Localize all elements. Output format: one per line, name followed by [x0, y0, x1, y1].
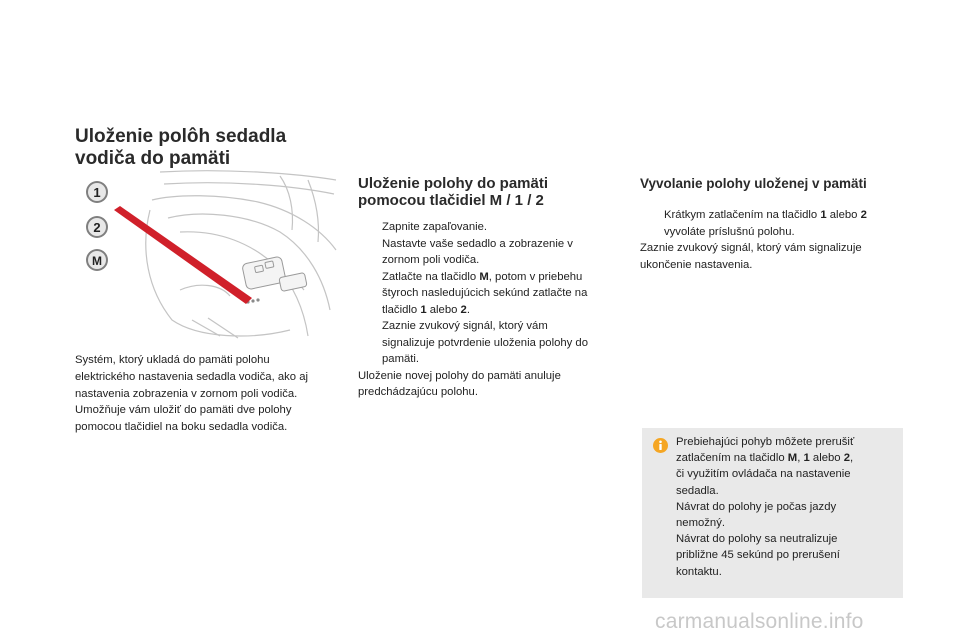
intro-line: nastavenia zobrazenia v zornom poli vodiča. [75, 387, 298, 400]
step-text: Zaznie zvukový signál, ktorý vám [382, 320, 548, 332]
page-title [75, 126, 355, 170]
page-title-line-1: Uloženie polôh sedadla [75, 126, 287, 147]
step-text: Zatlačte na tlačidlo [382, 270, 480, 283]
button-ref-1: 1 [820, 209, 827, 221]
note-line: kontaktu. [676, 565, 722, 578]
intro-line: pomocou tlačidiel na boku sedadla vodiča. [75, 421, 288, 434]
recall-text: vyvoláte príslušnú polohu. [664, 225, 795, 238]
note-line: nemožný. [676, 517, 725, 530]
step-text: alebo [426, 303, 461, 316]
seat-memory-buttons-illustration [80, 170, 338, 340]
note-line: Návrat do polohy je počas jazdy [676, 500, 837, 513]
cancel-text: Uloženie novej polohy do pamäti anuluje [358, 369, 561, 382]
button-ref-1: 1 [803, 452, 810, 465]
step-text: . [466, 303, 470, 316]
store-cancel-note [358, 368, 610, 401]
note-line: Prebiehajúci pohyb môžete prerušiť [676, 436, 855, 448]
step-text: Nastavte vaše sedadlo a zobrazenie v [382, 237, 573, 250]
note-line: Návrat do polohy sa neutralizuje [676, 533, 838, 546]
step-text: , potom v priebehu [488, 270, 583, 283]
store-title-line-2: pomocou tlačidiel M / 1 / 2 [358, 192, 544, 209]
store-steps-list [358, 219, 610, 401]
intro-paragraph [75, 352, 345, 436]
note-line: , [797, 452, 804, 465]
recall-sound-note [640, 240, 912, 273]
note-line: približne 45 sekúnd po prerušení [676, 549, 840, 562]
intro-line: elektrického nastavenia sedadla vodiča, ako aj [75, 370, 308, 383]
watermark: carmanualsonline.info [655, 610, 864, 633]
step-text: zornom poli vodiča. [382, 254, 480, 266]
button-ref-2: 2 [460, 303, 467, 316]
list-item [358, 219, 610, 236]
step-text: signalizuje potvrdenie uloženia polohy do [382, 336, 588, 349]
page-title-line-2: vodiča do pamäti [75, 148, 231, 169]
step-text: Zapnite zapaľovanie. [382, 221, 488, 233]
recall-text: Krátkym zatlačením na tlačidlo [664, 209, 821, 221]
memory-button-m [86, 249, 108, 271]
info-note-box [642, 428, 903, 598]
button-ref-1: 1 [420, 303, 427, 316]
list-item [358, 236, 610, 269]
memory-button-2-label: 2 [93, 220, 101, 235]
button-ref-2: 2 [860, 209, 867, 221]
intro-line: Umožňuje vám uložiť do pamäti dve polohy [75, 404, 292, 417]
memory-button-1-label: 1 [93, 185, 101, 200]
cancel-text: predchádzajúcu polohu. [358, 386, 478, 398]
memory-button-2 [86, 216, 108, 238]
button-ref-m: M [479, 270, 489, 283]
store-title-line-1: Uloženie polohy do pamäti [358, 175, 549, 192]
step-text: štyroch nasledujúcich sekúnd zatlačte na [382, 287, 588, 299]
note-line: sedadla. [676, 484, 719, 497]
note-line: zatlačením na tlačidlo [676, 452, 788, 465]
store-section-title [358, 175, 598, 209]
list-item [358, 269, 610, 368]
info-note-text [676, 434, 891, 580]
note-line: alebo [809, 452, 844, 465]
recall-text: Zaznie zvukový signál, ktorý vám signalizuje [640, 242, 862, 254]
recall-list [640, 207, 912, 273]
recall-text: alebo [826, 209, 861, 221]
note-line: , [850, 452, 854, 465]
step-text: tlačidlo [382, 303, 421, 316]
info-icon [653, 438, 668, 453]
note-line: či využitím ovládača na nastavenie [676, 468, 851, 481]
recall-section-title: Vyvolanie polohy uloženej v pamäti [640, 176, 867, 191]
memory-button-m-label: M [92, 254, 102, 268]
memory-button-1 [86, 181, 108, 203]
button-ref-m: M [787, 452, 798, 465]
step-text: pamäti. [382, 353, 420, 365]
recall-text: ukončenie nastavenia. [640, 258, 753, 271]
list-item [640, 207, 912, 240]
intro-line: Systém, ktorý ukladá do pamäti polohu [75, 354, 270, 366]
button-ref-2: 2 [843, 452, 850, 465]
